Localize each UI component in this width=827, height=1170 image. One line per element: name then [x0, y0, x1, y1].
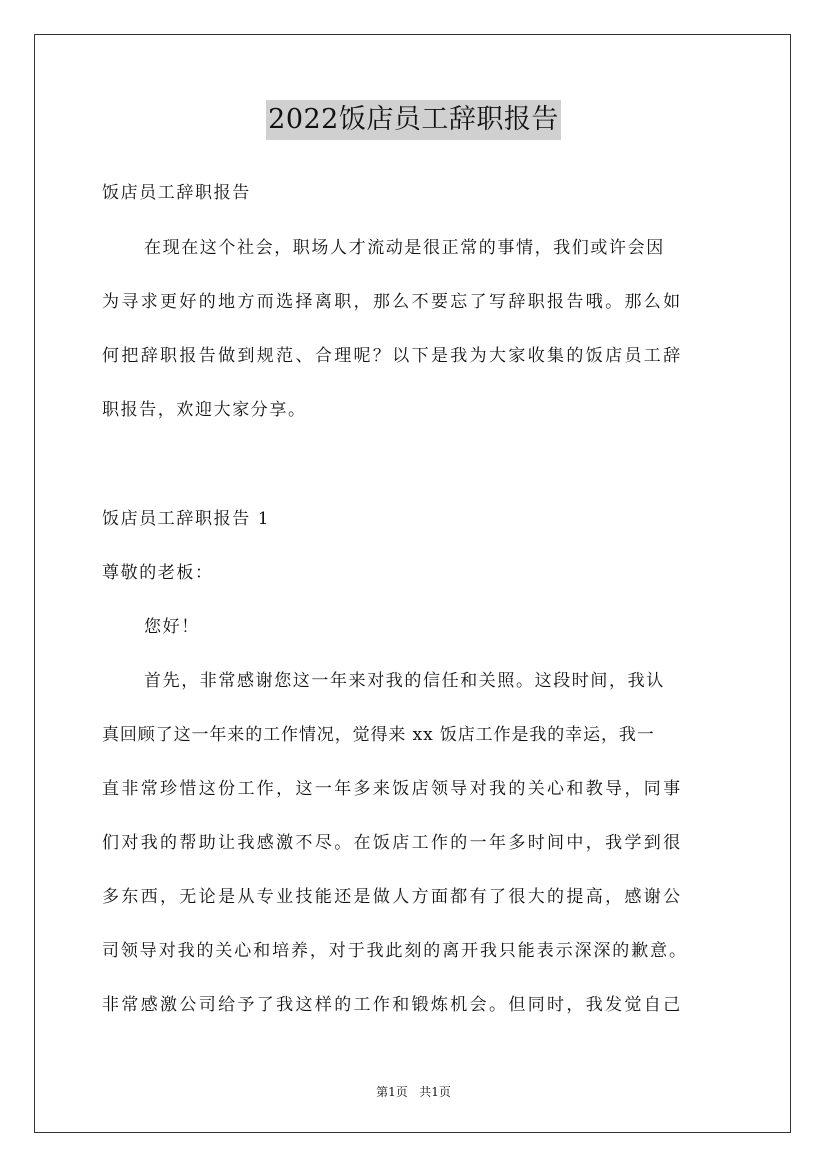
- intro-line: 为寻求更好的地方而选择离职，那么不要忘了写辞职报告哦。那么如: [102, 292, 683, 312]
- salutation: 尊敬的老板：: [102, 563, 214, 583]
- document-title: 2022饭店员工辞职报告: [266, 100, 561, 140]
- body-line: 非常感激公司给予了我这样的工作和锻炼机会。但同时，我发觉自己: [102, 995, 683, 1015]
- body-line: 多东西，无论是从专业技能还是做人方面都有了很大的提高，感谢公: [102, 887, 683, 907]
- page-footer: [0, 1084, 827, 1100]
- body-line: 真回顾了这一年来的工作情况，觉得来 xx 饭店工作是我的幸运，我一: [102, 725, 655, 745]
- intro-line: 何把辞职报告做到规范、合理呢？以下是我为大家收集的饭店员工辞: [102, 346, 683, 366]
- body-line: 直非常珍惜这份工作，这一年多来饭店领导对我的关心和教导，同事: [102, 779, 683, 799]
- page-number: 第1页 共1页: [376, 1085, 451, 1099]
- intro-line: 在现在这个社会，职场人才流动是很正常的事情，我们或许会因: [144, 238, 665, 258]
- title-container: [0, 100, 827, 140]
- intro-line: 职报告，欢迎大家分享。: [102, 400, 307, 420]
- body-line: 司领导对我的关心和培养，对于我此刻的离开我只能表示深深的歉意。: [102, 941, 688, 961]
- section-heading: 饭店员工辞职报告 1: [102, 509, 271, 529]
- body-line: 们对我的帮助让我感激不尽。在饭店工作的一年多时间中，我学到很: [102, 833, 683, 853]
- body-line: 首先，非常感谢您这一年来对我的信任和关照。这段时间，我认: [144, 671, 665, 691]
- greeting: 您好！: [144, 617, 200, 637]
- subtitle: 饭店员工辞职报告: [102, 183, 251, 203]
